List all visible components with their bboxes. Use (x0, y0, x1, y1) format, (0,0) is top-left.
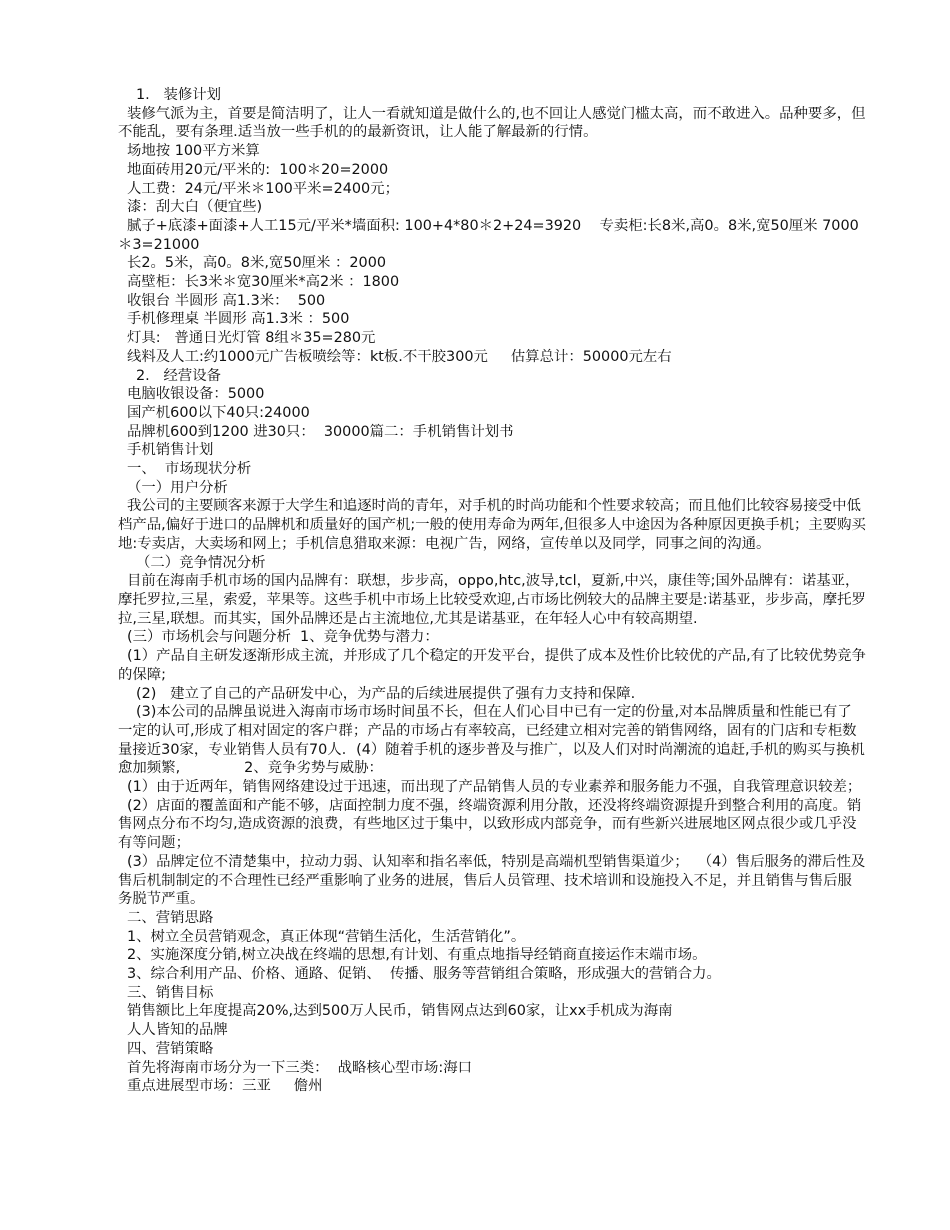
line-idea-3: 3、综合利用产品、价格、通路、促销、 传播、服务等营销组合策略，形成强大的营销合力。 (127, 966, 721, 983)
line-key-markets: 重点进展型市场：三亚 儋州 (127, 1078, 323, 1095)
heading-market-analysis: 一、 市场现状分析 (127, 461, 252, 478)
paragraph-weakness-1: (1）由于近两年，销售网络建设过于迅速，而出现了产品销售人员的专业素养和服务能力不强，自我管理意识较差； (127, 779, 862, 796)
line-counter-size: 长2。5米，高0。8米,宽50厘米 ：2000 (127, 255, 387, 272)
line-market-segments: 首先将海南市场分为一下三类： 战略核心型市场:海口 (127, 1059, 472, 1076)
line-sales-target-cont: 人人皆知的品牌 (127, 1022, 228, 1039)
document-body (118, 86, 866, 1096)
heading-marketing-ideas: 二、营销思路 (127, 909, 214, 926)
paragraph-advantage-3: (3)本公司的品牌虽说进入海南市场市场时间虽不长，但在人们心目中已有一定的份量,对本品牌质量和性能已有了一定的认可,形成了相对固定的客户群；产品的市场占有率较高，已经建立相对完善的销售网络，固有的门店和专柜数量接近30家，专业销售人员有70人．(4）随着手机的逐步普及与推广，以及人们对时尚潮流的追赶,手机的购买与换机愈加频繁, 2、竞争劣势与威胁： (118, 704, 865, 777)
line-site-area: 场地按 100平方米算 (127, 143, 260, 160)
heading-sales-target: 三、销售目标 (127, 984, 214, 1001)
line-cashier-equipment: 电脑收银设备：5000 (127, 386, 265, 403)
line-labor-cost: 人工费：24元/平米＊100平米=2400元； (127, 180, 399, 197)
heading-equipment: 2. 经营设备 (136, 367, 222, 384)
heading-opportunities: (三）市场机会与问题分析 1、竞争优势与潜力： (127, 629, 439, 646)
line-paint: 漆：刮大白（便宜些) (127, 199, 263, 216)
paragraph-renovation-style: 装修气派为主，首要是简洁明了，让人一看就知道是做什么的,也不回让人感觉门槛太高，而不敢进入。品种要多，但不能乱，要有条理.适当放一些手机的的最新资讯，让人能了解最新的行情。 (118, 105, 866, 141)
line-brand-phones: 品牌机600到1200 进30只： 30000篇二：手机销售计划书 (127, 423, 514, 440)
paragraph-advantage-2: (2) 建立了自己的产品研发中心，为产品的后续进展提供了强有力支持和保障. (136, 685, 636, 702)
line-sales-target: 销售额比上年度提高20%,达到500万人民币，销售网点达到60家，让xx手机成为海南 (127, 1003, 673, 1020)
line-idea-1: 1、树立全员营销观念，真正体现“营销生活化，生活营销化”。 (127, 928, 526, 945)
line-putty-and-counter: 腻子+底漆+面漆+人工15元/平米*墙面积: 100+4*80＊2+24=3920 专卖柜:长8米,高0。8米,宽50厘米 7000＊3=21000 (118, 217, 859, 253)
line-repair-desk: 手机修理桌 半圆形 高1.3米 ：500 (127, 311, 350, 328)
line-lighting: 灯具: 普通日光灯管 8组＊35=280元 (127, 330, 376, 347)
line-wall-cabinet: 高壁柜：长3米＊宽30厘米*高2米 ：1800 (127, 274, 400, 291)
line-wiring-and-total: 线料及人工:约1000元广告板喷绘等：kt板.不干胶300元 估算总计：50000元左右 (127, 348, 672, 365)
line-domestic-phones: 国产机600以下40只:24000 (127, 404, 310, 421)
line-floor-tiles: 地面砖用20元/平米的: 100＊20=2000 (127, 161, 389, 178)
paragraph-user-analysis: 我公司的主要顾客来源于大学生和追逐时尚的青年，对手机的时尚功能和个性要求较高；而且他们比较容易接受中低档产品,偏好于进口的品牌机和质量好的国产机;一般的使用寿命为两年,但很多人中途因为各种原因更换手机；主要购买地:专卖店，大卖场和网上；手机信息猎取来源：电视广告，网络，宣传单以及同学，同事之间的沟通。 (118, 498, 866, 552)
paragraph-weakness-3: (3）品牌定位不清楚集中，拉动力弱、认知率和指名率低，特别是高端机型销售渠道少； （4）售后服务的滞后性及售后机制制定的不合理性已经严重影响了业务的进展，售后人员管理、技术培训和设施投入不足，并且销售与售后服务脱节严重。 (118, 853, 866, 908)
paragraph-advantage-1: (1）产品自主研发逐渐形成主流，并形成了几个稳定的开发平台，提供了成本及性价比较优的产品,有了比较优势竞争的保障; (118, 648, 866, 683)
paragraph-weakness-2: (2）店面的覆盖面和产能不够，店面控制力度不强，终端资源利用分散，还没将终端资源提升到整合利用的高度。销售网点分布不均匀,造成资源的浪费，有些地区过于集中，以致形成内部竞争，而有些新兴进展地区网点很少或几乎没有等问题； (118, 797, 862, 852)
line-cashier-desk: 收银台 半圆形 高1.3米： 500 (127, 292, 326, 309)
heading-marketing-strategy: 四、营销策略 (127, 1040, 214, 1057)
heading-competition-analysis: （二）竞争情况分析 (136, 554, 266, 571)
line-idea-2: 2、实施深度分销,树立决战在终端的思想,有计划、有重点地指导经销商直接运作末端市场。 (127, 947, 707, 964)
paragraph-competition: 目前在海南手机市场的国内品牌有：联想，步步高，oppo,htc,波导,tcl，夏新,中兴，康佳等;国外品牌有：诺基亚，摩托罗拉,三星，索爱，苹果等。这些手机中市场上比较受欢迎,占市场比例较大的品牌主要是:诺基亚，步步高，摩托罗拉,三星,联想。而其实，国外品牌还是占主流地位,尤其是诺基亚，在年轻人心中有较高期望. (118, 573, 866, 627)
heading-renovation-plan: 1. 装修计划 (136, 87, 222, 103)
heading-sales-plan: 手机销售计划 (127, 442, 214, 459)
heading-user-analysis: （一）用户分析 (127, 479, 228, 496)
